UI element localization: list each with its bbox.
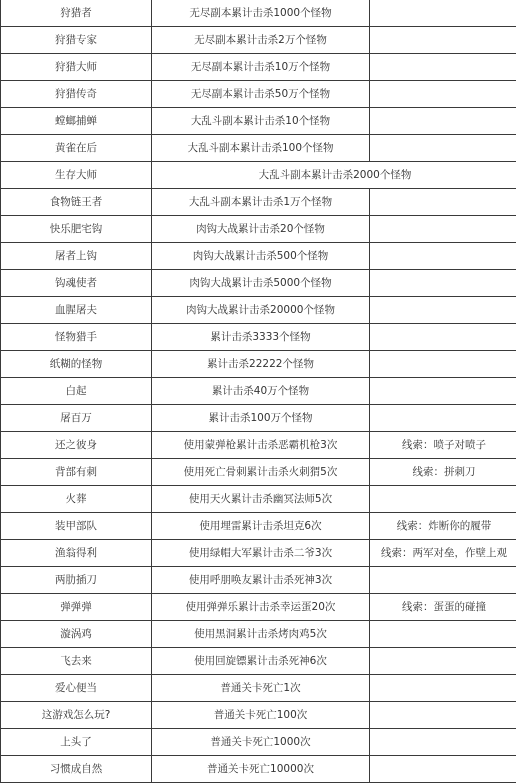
achievement-name-cell: 食物链王者 xyxy=(1,189,152,216)
achievement-hint-cell xyxy=(370,108,516,135)
table-row xyxy=(1,54,516,81)
achievement-hint-cell xyxy=(370,189,516,216)
table-row xyxy=(1,270,516,297)
achievement-condition-cell: 普通关卡死亡100次 xyxy=(152,702,370,729)
achievement-name-cell: 背部有刺 xyxy=(1,459,152,486)
achievement-condition-cell: 使用绿帽大军累计击杀二爷3次 xyxy=(152,540,370,567)
table-row xyxy=(1,189,516,216)
table-row xyxy=(1,648,516,675)
table-row xyxy=(1,108,516,135)
achievement-condition-cell: 肉钩大战累计击杀20个怪物 xyxy=(152,216,370,243)
achievement-condition-cell: 累计击杀40万个怪物 xyxy=(152,378,370,405)
achievement-name-cell: 还之彼身 xyxy=(1,432,152,459)
achievement-name-cell: 漩涡鸡 xyxy=(1,621,152,648)
achievement-hint-cell xyxy=(370,27,516,54)
table-row xyxy=(1,0,516,27)
achievement-name-cell: 生存大师 xyxy=(1,162,152,189)
achievement-condition-cell: 无尽副本累计击杀2万个怪物 xyxy=(152,27,370,54)
table-row xyxy=(1,567,516,594)
achievement-name-cell: 屠百万 xyxy=(1,405,152,432)
table-row xyxy=(1,756,516,783)
achievement-name-cell: 白起 xyxy=(1,378,152,405)
table-row xyxy=(1,81,516,108)
achievement-hint-cell xyxy=(370,135,516,162)
achievement-condition-cell: 使用回旋镖累计击杀死神6次 xyxy=(152,648,370,675)
achievement-name-cell: 怪物猎手 xyxy=(1,324,152,351)
achievement-hint-cell xyxy=(370,54,516,81)
achievement-hint-cell xyxy=(370,0,516,27)
achievement-condition-cell: 使用死亡骨刺累计击杀火刺猬5次 xyxy=(152,459,370,486)
achievement-hint-cell xyxy=(370,324,516,351)
achievement-hint-cell xyxy=(370,243,516,270)
achievement-name-cell: 螳螂捕蝉 xyxy=(1,108,152,135)
table-row xyxy=(1,540,516,567)
table-row xyxy=(1,432,516,459)
achievement-name-cell: 快乐肥宅钩 xyxy=(1,216,152,243)
achievement-condition-cell: 普通关卡死亡1次 xyxy=(152,675,370,702)
achievement-name-cell: 纸糊的怪物 xyxy=(1,351,152,378)
achievement-hint-cell xyxy=(370,702,516,729)
achievement-condition-cell: 大乱斗副本累计击杀2000个怪物 xyxy=(152,162,516,189)
table-row xyxy=(1,135,516,162)
achievement-condition-cell: 使用弹弹乐累计击杀幸运蛋20次 xyxy=(152,594,370,621)
achievement-hint-cell: 线索：拼刺刀 xyxy=(370,459,516,486)
achievement-hint-cell xyxy=(370,216,516,243)
achievement-condition-cell: 无尽副本累计击杀1000个怪物 xyxy=(152,0,370,27)
table-row xyxy=(1,27,516,54)
achievement-name-cell: 狩猎大师 xyxy=(1,54,152,81)
achievement-name-cell: 屠者上钩 xyxy=(1,243,152,270)
achievement-hint-cell: 线索：喷子对喷子 xyxy=(370,432,516,459)
achievement-condition-cell: 大乱斗副本累计击杀10个怪物 xyxy=(152,108,370,135)
achievement-hint-cell xyxy=(370,270,516,297)
achievement-hint-cell: 线索：蛋蛋的碰撞 xyxy=(370,594,516,621)
achievement-condition-cell: 使用呼朋唤友累计击杀死神3次 xyxy=(152,567,370,594)
achievement-condition-cell: 肉钩大战累计击杀500个怪物 xyxy=(152,243,370,270)
table-row xyxy=(1,621,516,648)
table-row xyxy=(1,243,516,270)
achievement-hint-cell xyxy=(370,567,516,594)
achievement-hint-cell xyxy=(370,405,516,432)
table-row xyxy=(1,675,516,702)
achievement-condition-cell: 肉钩大战累计击杀5000个怪物 xyxy=(152,270,370,297)
achievement-condition-cell: 无尽副本累计击杀50万个怪物 xyxy=(152,81,370,108)
achievement-condition-cell: 普通关卡死亡10000次 xyxy=(152,756,370,783)
achievement-hint-cell xyxy=(370,351,516,378)
achievement-hint-cell: 线索：两军对垒，作壁上观 xyxy=(370,540,516,567)
achievement-condition-cell: 累计击杀22222个怪物 xyxy=(152,351,370,378)
achievement-name-cell: 弹弹弹 xyxy=(1,594,152,621)
achievement-condition-cell: 大乱斗副本累计击杀100个怪物 xyxy=(152,135,370,162)
achievement-name-cell: 两肋插刀 xyxy=(1,567,152,594)
achievement-condition-cell: 累计击杀100万个怪物 xyxy=(152,405,370,432)
achievement-condition-cell: 使用蒙弹枪累计击杀恶霸机枪3次 xyxy=(152,432,370,459)
achievement-condition-cell: 使用埋雷累计击杀坦克6次 xyxy=(152,513,370,540)
table-row xyxy=(1,351,516,378)
achievement-condition-cell: 使用黑洞累计击杀烤肉鸡5次 xyxy=(152,621,370,648)
achievement-hint-cell xyxy=(370,756,516,783)
table-row xyxy=(1,216,516,243)
achievement-name-cell: 火葬 xyxy=(1,486,152,513)
achievement-hint-cell: 线索：炸断你的履带 xyxy=(370,513,516,540)
achievement-hint-cell xyxy=(370,297,516,324)
achievement-hint-cell xyxy=(370,729,516,756)
achievement-name-cell: 渔翁得利 xyxy=(1,540,152,567)
achievement-name-cell: 狩猎专家 xyxy=(1,27,152,54)
achievement-name-cell: 爱心便当 xyxy=(1,675,152,702)
achievement-name-cell: 这游戏怎么玩? xyxy=(1,702,152,729)
achievement-name-cell: 狩猎者 xyxy=(1,0,152,27)
achievement-hint-cell xyxy=(370,81,516,108)
table-row xyxy=(1,594,516,621)
achievement-name-cell: 血腥屠夫 xyxy=(1,297,152,324)
table-row xyxy=(1,459,516,486)
table-row xyxy=(1,513,516,540)
achievement-hint-cell xyxy=(370,486,516,513)
table-row xyxy=(1,162,516,189)
achievement-hint-cell xyxy=(370,378,516,405)
achievement-condition-cell: 累计击杀3333个怪物 xyxy=(152,324,370,351)
achievement-name-cell: 上头了 xyxy=(1,729,152,756)
achievement-name-cell: 钩魂使者 xyxy=(1,270,152,297)
achievement-hint-cell xyxy=(370,648,516,675)
achievement-name-cell: 黄雀在后 xyxy=(1,135,152,162)
table-row xyxy=(1,702,516,729)
table-row xyxy=(1,324,516,351)
achievement-hint-cell xyxy=(370,621,516,648)
table-row xyxy=(1,378,516,405)
achievement-condition-cell: 使用天火累计击杀幽冥法师5次 xyxy=(152,486,370,513)
table-row xyxy=(1,729,516,756)
achievement-name-cell: 飞去来 xyxy=(1,648,152,675)
achievement-name-cell: 习惯成自然 xyxy=(1,756,152,783)
achievement-table-body xyxy=(1,0,516,783)
achievement-name-cell: 狩猎传奇 xyxy=(1,81,152,108)
achievement-condition-cell: 肉钩大战累计击杀20000个怪物 xyxy=(152,297,370,324)
achievement-condition-cell: 普通关卡死亡1000次 xyxy=(152,729,370,756)
table-row xyxy=(1,297,516,324)
table-row xyxy=(1,405,516,432)
achievement-hint-cell xyxy=(370,675,516,702)
achievement-condition-cell: 大乱斗副本累计击杀1万个怪物 xyxy=(152,189,370,216)
table-row xyxy=(1,486,516,513)
achievement-name-cell: 装甲部队 xyxy=(1,513,152,540)
achievement-condition-cell: 无尽副本累计击杀10万个怪物 xyxy=(152,54,370,81)
